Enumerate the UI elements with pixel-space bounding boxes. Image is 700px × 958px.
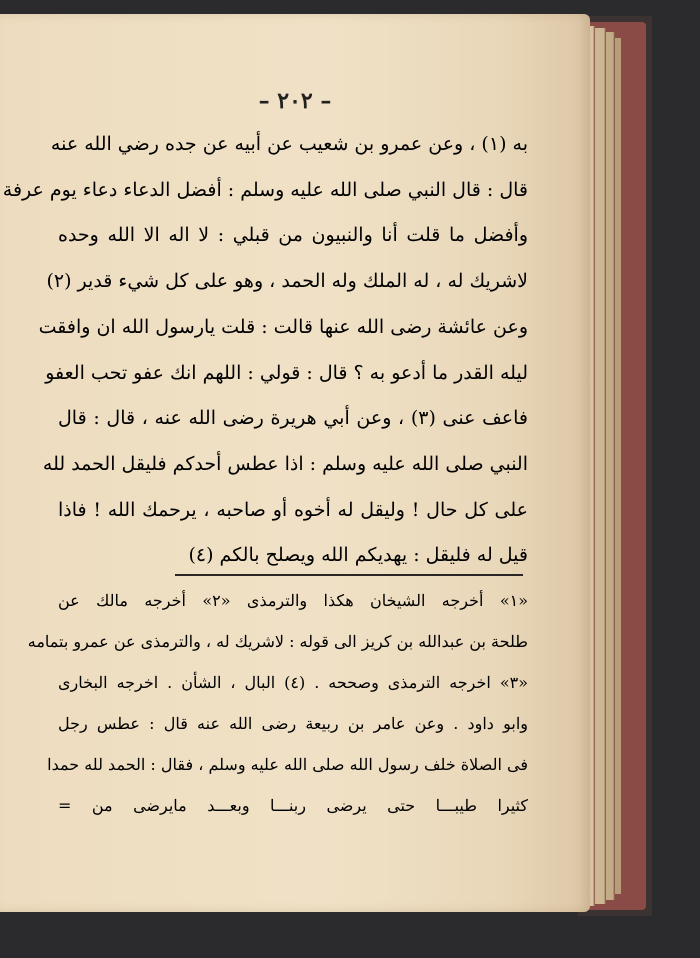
footnote-line: كثيرا طيبـــا حتى يرضى ربنـــا وبعـــد مايرضى من = bbox=[58, 796, 528, 815]
footnotes bbox=[27, 580, 528, 826]
footnote-line: وابو داود . وعن عامر بن ربيعة رضى الله عنه قال : عطس رجل bbox=[58, 714, 528, 733]
text-line: فاعف عنى (٣) ، وعن أبي هريرة رضى الله عنه ، قال : قال bbox=[58, 407, 529, 430]
text-line: قيل له فليقل : يهديكم الله ويصلح بالكم (٤) bbox=[188, 544, 528, 567]
text-line: لاشريك له ، له الملك وله الحمد ، وهو على كل شيء قدير (٢) bbox=[46, 270, 528, 293]
footnote-line: «٣» اخرجه الترمذى وصححه . (٤) البال ، الشأن . اخرجه البخارى bbox=[58, 673, 528, 692]
text-line: ليله القدر ما أدعو به ؟ قال : قولي : اللهم انك عفو تحب العفو bbox=[45, 361, 528, 384]
main-text bbox=[2, 122, 529, 579]
text-line: على كل حال ! وليقل له أخوه أو صاحبه ، يرحمك الله ! فاذا bbox=[58, 498, 528, 521]
footnote-line: فى الصلاة خلف رسول الله صلى الله عليه وسلم ، فقال : الحمد لله حمدا bbox=[47, 755, 528, 774]
footnote-line: «١» أخرجه الشيخان هكذا والترمذى «٢» أخرجه مالك عن bbox=[58, 591, 528, 610]
text-line: النبي صلى الله عليه وسلم : اذا عطس أحدكم فليقل الحمد لله bbox=[42, 452, 528, 475]
text-line: به (١) ، وعن عمرو بن شعيب عن أبيه عن جده رضي الله عنه bbox=[50, 133, 528, 155]
text-line: قال : قال النبي صلى الله عليه وسلم : أفضل الدعاء دعاء يوم عرفة bbox=[2, 178, 528, 201]
text-line: وعن عائشة رضى الله عنها قالت : قلت يارسول الله ان وافقت bbox=[38, 315, 528, 338]
page-number: – ٢٠٢ – bbox=[258, 88, 332, 114]
footnote-divider bbox=[175, 574, 523, 576]
text-line: وأفضل ما قلت أنا والنبيون من قبلي : لا اله الا الله وحده bbox=[58, 224, 528, 247]
footnote-line: طلحة بن عبدالله بن كريز الى قوله : لاشريك له ، والترمذى عن عمرو بتمامه bbox=[27, 632, 528, 651]
